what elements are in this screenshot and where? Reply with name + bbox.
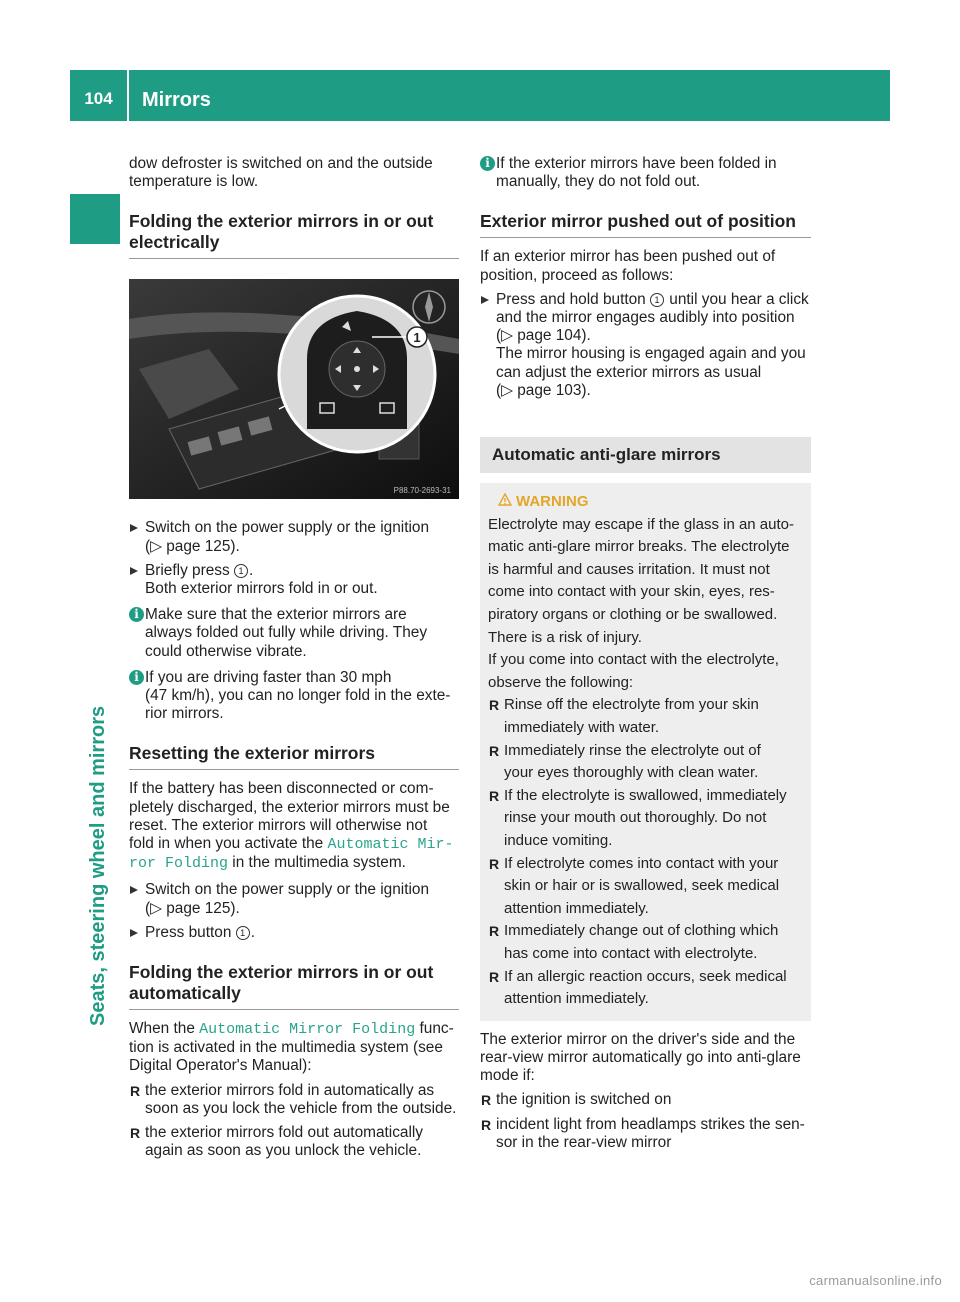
callout-number: 1: [234, 564, 248, 578]
section-heading-anti-glare: Automatic anti-glare mirrors: [480, 437, 811, 473]
door-panel-illustration: [129, 279, 459, 499]
list-item: R Immediately change out of clothing which has come into contact with electrolyte.: [488, 920, 803, 965]
watermark: carmanualsonline.info: [809, 1273, 942, 1288]
page-title: Mirrors: [142, 89, 211, 111]
callout-number: 1: [650, 293, 664, 307]
heading-fold-electrically: Folding the exterior mirrors in or out electrically: [129, 211, 459, 259]
heading-resetting: Resetting the exterior mirrors: [129, 743, 459, 770]
pushed-out-paragraph: If an exterior mirror has been pushed out of position, proceed as follows:: [480, 248, 776, 284]
step-press-and-hold: Press and hold button 1 until you hear a click and the mirror engages audibly into position (▷ page 104). The mirror housing is engaged again and you can adjust the exterior mirrors as usual (▷ page 103).: [480, 291, 811, 400]
header-divider: [127, 70, 129, 121]
callout-number: 1: [236, 926, 250, 940]
step-press-button: Press button 1 .: [129, 924, 459, 942]
list-item: R the exterior mirrors fold out automatically again as soon as you unlock the vehicle.: [129, 1124, 459, 1160]
step-switch-on-power: Switch on the power supply or the ignition (▷ page 125).: [129, 519, 459, 555]
list-item: R incident light from headlamps strikes the sen- sor in the rear-view mirror: [480, 1116, 811, 1152]
list-item: R If an allergic reaction occurs, seek medical attention immediately.: [488, 966, 803, 1011]
reset-paragraph: If the battery has been disconnected or com- pletely discharged, the exterior mirrors must be reset. The exterior mirrors will otherwise not fold in when you activate the Automatic Mir‑ ror Folding in the multimedia system.: [129, 780, 454, 873]
warning-title: WARNING: [488, 491, 803, 514]
page-number: 104: [84, 89, 113, 108]
figure-code: P88.70-2693-31: [393, 486, 451, 496]
left-column: [129, 155, 459, 1160]
mirror-switch-figure: [129, 279, 459, 499]
step-briefly-press: Briefly press 1 . Both exterior mirrors fold in or out.: [129, 562, 459, 598]
list-item: R Rinse off the electrolyte from your skin immediately with water.: [488, 694, 803, 739]
info-note-folded-out: i Make sure that the exterior mirrors are always folded out fully while driving. They could otherwise vibrate.: [129, 606, 459, 661]
intro-text: dow defroster is switched on and the outside temperature is low.: [129, 155, 433, 191]
chapter-side-label: Seats, steering wheel and mirrors: [87, 705, 109, 1026]
list-item: R Immediately rinse the electrolyte out of your eyes thoroughly with clean water.: [488, 740, 803, 785]
anti-glare-paragraph: The exterior mirror on the driver's side and the rear-view mirror automatically go into anti-glare mode if:: [480, 1030, 801, 1085]
info-icon: i: [129, 607, 144, 622]
info-note-speed: i If you are driving faster than 30 mph (47 km/h), you can no longer fold in the exte- rior mirrors.: [129, 669, 459, 724]
heading-fold-automatically: Folding the exterior mirrors in or out automatically: [129, 962, 459, 1010]
info-note-manual-fold: i If the exterior mirrors have been folded in manually, they do not fold out.: [480, 155, 811, 191]
list-item: R If electrolyte comes into contact with your skin or hair or is swallowed, seek medical attention immediately.: [488, 853, 803, 921]
list-item: R If the electrolyte is swallowed, immediately rinse your mouth out thoroughly. Do not induce vomiting.: [488, 785, 803, 853]
warning-text-2: If you come into contact with the electrolyte, observe the following:: [488, 651, 779, 691]
heading-pushed-out: Exterior mirror pushed out of position: [480, 211, 811, 238]
warning-text: Electrolyte may escape if the glass in an auto- matic anti-glare mirror breaks. The electrolyte is harmful and causes irritation. It must not come into contact with your skin, eyes, res- piratory organs or clothing or be swallowed. There is a risk of injury.: [488, 515, 794, 646]
right-column: [480, 155, 811, 1152]
figure-callout-1: 1: [413, 330, 421, 346]
warning-triangle-icon: [498, 493, 512, 506]
side-tab-block: [70, 194, 120, 244]
list-item: R the ignition is switched on: [480, 1091, 811, 1109]
auto-paragraph: When the Automatic Mirror Folding func- tion is activated in the multimedia system (see Digital Operator's Manual):: [129, 1020, 454, 1075]
info-icon: i: [129, 670, 144, 685]
info-icon: i: [480, 156, 495, 171]
list-item: R the exterior mirrors fold in automatically as soon as you lock the vehicle from the outside.: [129, 1082, 459, 1118]
step-switch-on-power-2: Switch on the power supply or the ignition (▷ page 125).: [129, 881, 459, 917]
warning-box: [480, 483, 811, 1021]
